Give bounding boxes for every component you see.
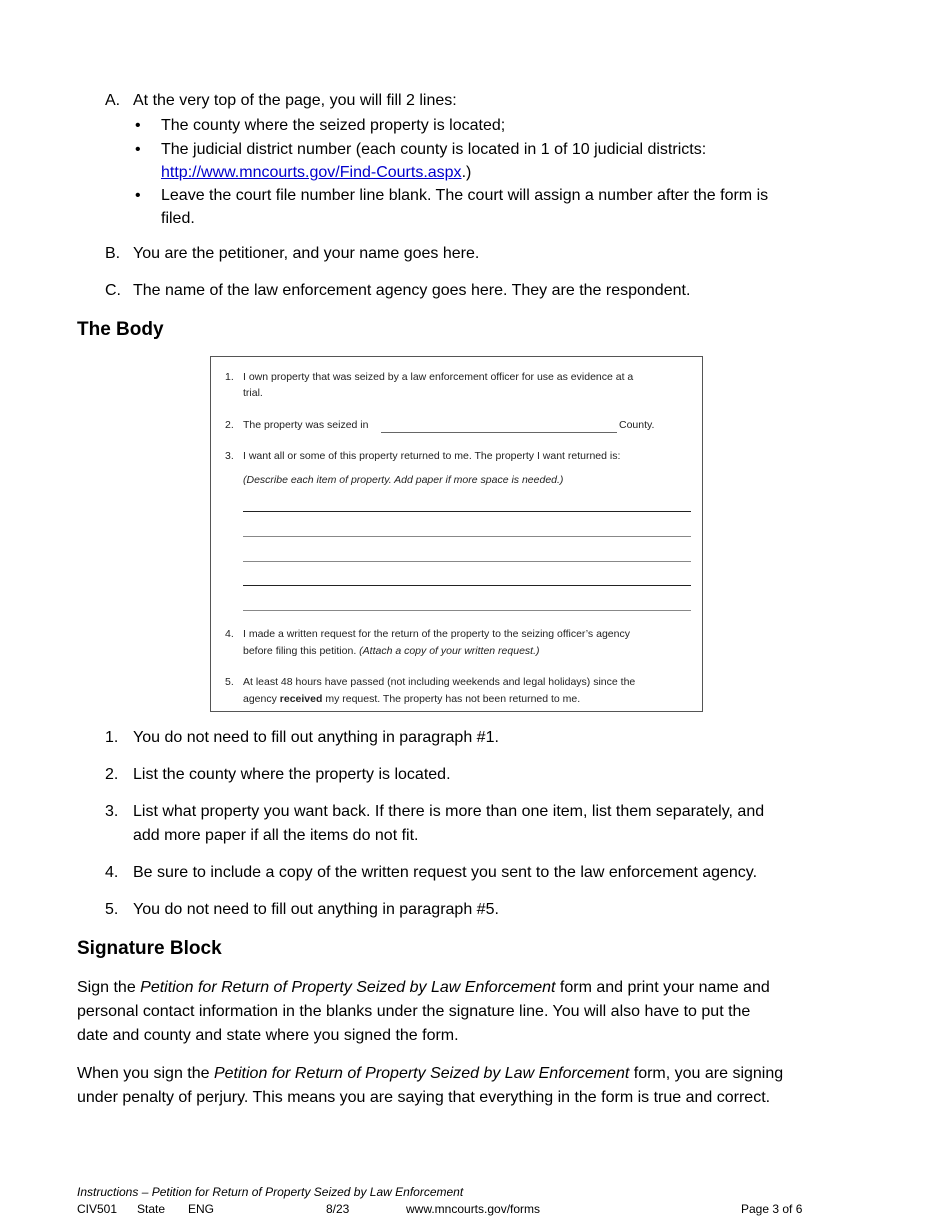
body-item-4-text: Be sure to include a copy of the written request you sent to the law enforcement agency.: [133, 864, 758, 881]
section-b-text: You are the petitioner, and your name goes here.: [133, 245, 480, 262]
form-item-1-num: 1.: [225, 371, 234, 383]
bullet-text-2: The judicial district number (each county is located in 1 of 10 judicial districts:: [161, 141, 707, 158]
bullet-text-3: Leave the court file number line blank. The court will assign a number after the form is: [161, 187, 769, 204]
body-item-2-text: List the county where the property is located.: [133, 766, 451, 783]
footer-page: Page 3 of 6: [741, 1202, 803, 1216]
property-line-5: [243, 610, 691, 611]
body-item-3-text-cont: add more paper if all the items do not fit.: [133, 827, 419, 844]
form-excerpt: [210, 356, 703, 712]
section-a: [105, 92, 120, 110]
signature-p2-line1: [77, 1065, 783, 1083]
form-item-1-line2: trial.: [243, 387, 263, 399]
form-item-2-prefix: The property was seized in: [243, 419, 369, 431]
footer-language: ENG: [188, 1202, 215, 1216]
footer-title: Instructions – Petition for Return of Property Seized by Law Enforcement: [77, 1185, 464, 1199]
signature-p2-line2: under penalty of perjury. This means you are saying that everything in the form is true and correct.: [77, 1089, 771, 1106]
form-item-3-num: 3.: [225, 450, 234, 462]
bullet-text-3-cont: filed.: [161, 210, 195, 227]
bullet-2: •: [135, 141, 141, 158]
bullet-text-1: The county where the seized property is located;: [161, 117, 506, 134]
form-item-4-line2: [243, 645, 540, 657]
form-item-5-line2-c: my request. The property has not been returned to me.: [322, 693, 581, 705]
signature-p1-line2: personal contact information in the blanks under the signature line. You will also have to put the: [77, 1003, 751, 1020]
bullet-3: •: [135, 187, 141, 204]
signature-p1-line3: date and county and state where you signed the form.: [77, 1027, 459, 1044]
signature-p1-form-title: Petition for Return of Property Seized by Law Enforcement: [140, 979, 556, 996]
signature-heading: Signature Block: [77, 938, 222, 959]
form-item-5-line1: At least 48 hours have passed (not including weekends and legal holidays) since the: [243, 676, 636, 688]
form-item-1-line1: I own property that was seized by a law enforcement officer for use as evidence at a: [243, 371, 634, 383]
form-item-3-text: I want all or some of this property returned to me. The property I want returned is:: [243, 450, 621, 462]
signature-p2-a: When you sign the: [77, 1065, 214, 1082]
bullet-1: •: [135, 117, 141, 134]
body-item-3-num: 3.: [105, 803, 119, 820]
body-item-1-text: You do not need to fill out anything in paragraph #1.: [133, 729, 499, 746]
form-item-5-line2-a: agency: [243, 693, 280, 705]
signature-p1-a: Sign the: [77, 979, 141, 996]
body-item-3-text: List what property you want back. If there is more than one item, list them separately, and: [133, 803, 765, 820]
section-c-marker: C.: [105, 282, 121, 299]
footer-code: CIV501: [77, 1202, 118, 1216]
signature-p1-c: form and print your name and: [555, 979, 770, 996]
footer-website: www.mncourts.gov/forms: [406, 1202, 541, 1216]
form-item-3-note: (Describe each item of property. Add paper if more space is needed.): [243, 474, 564, 486]
form-item-5-line2-b: received: [279, 693, 323, 705]
property-line-1: [243, 511, 691, 512]
form-item-4-num: 4.: [225, 628, 234, 640]
form-item-4-line1: I made a written request for the return of the property to the seizing officer’s agency: [243, 628, 630, 640]
property-line-4: [243, 585, 691, 586]
footer-jurisdiction: State: [137, 1202, 166, 1216]
signature-p1-line1: [77, 979, 770, 997]
footer-date: 8/23: [326, 1202, 350, 1216]
section-a-marker: A.: [105, 92, 121, 109]
property-line-3: [243, 561, 691, 562]
section-a-text: At the very top of the page, you will fill 2 lines:: [133, 92, 457, 109]
form-item-4-line2-b: (Attach a copy of your written request.): [359, 645, 540, 657]
body-item-5-text: You do not need to fill out anything in paragraph #5.: [133, 901, 499, 918]
form-item-4-line2-a: before filing this petition.: [243, 645, 360, 657]
form-item-5-num: 5.: [225, 676, 234, 688]
body-item-2-num: 2.: [105, 766, 119, 783]
county-blank-line: [381, 432, 617, 433]
link-suffix: .): [461, 164, 472, 181]
signature-p2-c: form, you are signing: [629, 1065, 784, 1082]
section-c-text: The name of the law enforcement agency goes here. They are the respondent.: [133, 282, 691, 299]
find-courts-link[interactable]: http://www.mncourts.gov/Find-Courts.aspx: [161, 164, 462, 181]
body-item-5-num: 5.: [105, 901, 119, 918]
body-item-1-num: 1.: [105, 729, 119, 746]
body-item-4-num: 4.: [105, 864, 119, 881]
find-courts-line: [161, 164, 471, 182]
property-line-2: [243, 536, 691, 537]
form-item-2-suffix: County.: [619, 419, 655, 431]
form-item-2-num: 2.: [225, 419, 234, 431]
signature-p2-form-title: Petition for Return of Property Seized by Law Enforcement: [213, 1065, 630, 1082]
section-b-marker: B.: [105, 245, 121, 262]
body-heading: The Body: [77, 319, 164, 340]
form-item-5-line2: [243, 693, 580, 705]
